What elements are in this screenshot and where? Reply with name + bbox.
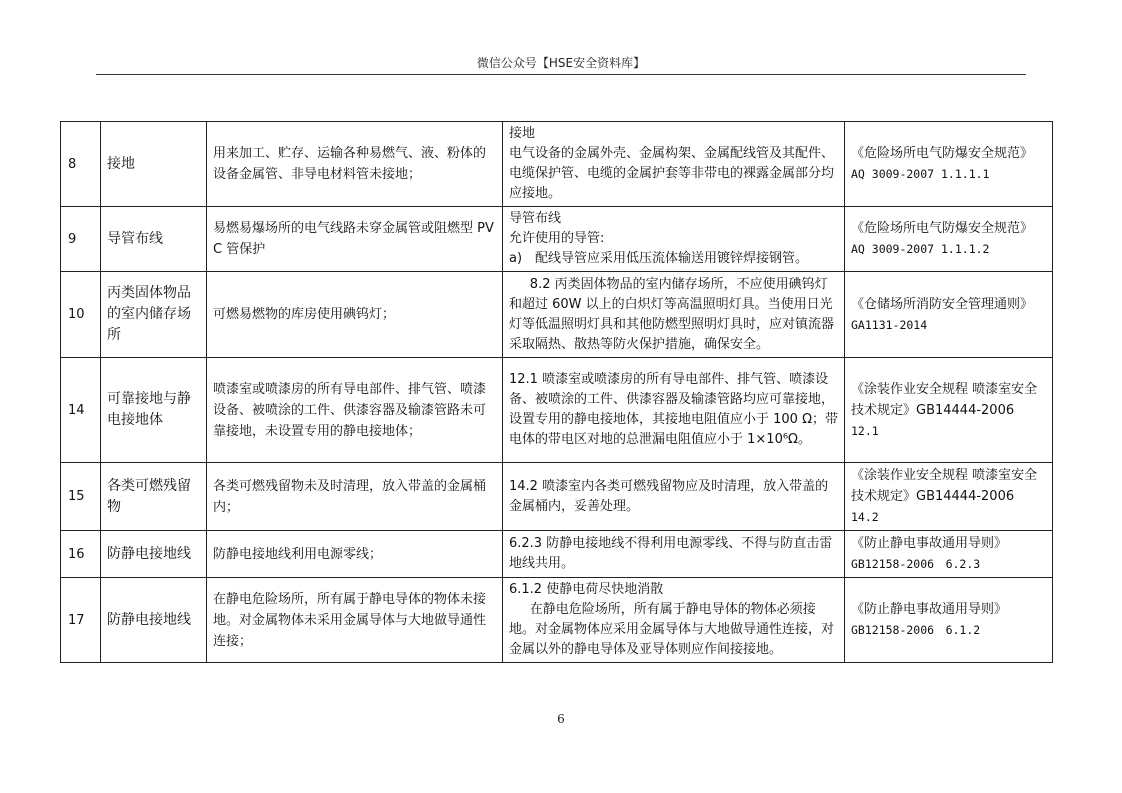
page-header: 微信公众号【HSE安全资料库】 bbox=[96, 54, 1026, 75]
requirement-line: 6.2.3 防静电接地线不得利用电源零线、不得与防直击雷地线共用。 bbox=[509, 536, 833, 571]
regulation-basis bbox=[845, 122, 1053, 207]
table-row bbox=[61, 531, 1053, 578]
table-row bbox=[61, 272, 1053, 358]
table-row bbox=[61, 578, 1053, 663]
requirement-text bbox=[503, 578, 845, 663]
regulation-clause: 12.1 bbox=[851, 423, 879, 438]
row-number: 8 bbox=[61, 122, 101, 207]
hazard-item: 各类可燃残留物 bbox=[101, 463, 207, 531]
hazard-description: 用来加工、贮存、运输各种易燃气、液、粉体的设备金属管、非导电材料管未接地； bbox=[207, 122, 503, 207]
table-row bbox=[61, 122, 1053, 207]
regulation-clause: GB12158-2006 6.2.3 bbox=[851, 557, 981, 571]
regulation-basis bbox=[845, 578, 1053, 663]
row-number: 17 bbox=[61, 578, 101, 663]
hazard-item: 防静电接地线 bbox=[101, 578, 207, 663]
regulation-title: 《涂装作业安全规程 喷漆室安全技术规定》GB14444-2006 bbox=[851, 381, 1038, 418]
regulation-title: 《危险场所电气防爆安全规范》 bbox=[851, 221, 1034, 236]
hazard-item: 防静电接地线 bbox=[101, 531, 207, 578]
hazard-description: 各类可燃残留物未及时清理，放入带盖的金属桶内； bbox=[207, 463, 503, 531]
requirement-text bbox=[503, 531, 845, 578]
regulation-basis bbox=[845, 358, 1053, 463]
requirement-text bbox=[503, 463, 845, 531]
regulation-clause: AQ 3009-2007 1.1.1.1 bbox=[851, 167, 990, 181]
requirement-text bbox=[503, 207, 845, 272]
table-row bbox=[61, 358, 1053, 463]
regulation-title: 《防止静电事故通用导则》 bbox=[851, 602, 1008, 617]
hazard-inspection-table bbox=[60, 121, 1053, 663]
requirement-text bbox=[503, 122, 845, 207]
row-number: 9 bbox=[61, 207, 101, 272]
requirement-line: 在静电危险场所，所有属于静电导体的物体必须接地。对金属物体应采用金属导体与大地做导通性连接，对金属以外的静电导体及亚导体则应作间接接地。 bbox=[509, 602, 835, 657]
row-number: 16 bbox=[61, 531, 101, 578]
regulation-clause: GB12158-2006 6.1.2 bbox=[851, 623, 981, 637]
hazard-description: 易燃易爆场所的电气线路未穿金属管或阻燃型 PVC 管保护 bbox=[207, 207, 503, 272]
row-number: 14 bbox=[61, 358, 101, 463]
regulation-title: 《危险场所电气防爆安全规范》 bbox=[851, 146, 1034, 161]
regulation-title: 《防止静电事故通用导则》 bbox=[851, 536, 1008, 551]
hazard-description: 防静电接地线利用电源零线； bbox=[207, 531, 503, 578]
table-row bbox=[61, 207, 1053, 272]
hazard-item: 接地 bbox=[101, 122, 207, 207]
regulation-clause: 14.2 bbox=[851, 510, 879, 524]
requirement-text bbox=[503, 358, 845, 463]
page-number: 6 bbox=[557, 712, 565, 726]
hazard-item: 可靠接地与静电接地体 bbox=[101, 358, 207, 463]
requirement-line: a) 配线导管应采用低压流体输送用镀锌焊接钢管。 bbox=[509, 251, 809, 266]
regulation-basis bbox=[845, 272, 1053, 358]
hazard-item: 丙类固体物品的室内储存场所 bbox=[101, 272, 207, 358]
regulation-basis bbox=[845, 207, 1053, 272]
regulation-clause: GA1131-2014 bbox=[851, 317, 928, 332]
row-number: 10 bbox=[61, 272, 101, 358]
regulation-basis bbox=[845, 531, 1053, 578]
hazard-description: 可燃易燃物的库房使用碘钨灯； bbox=[207, 272, 503, 358]
requirement-line: 接地 bbox=[509, 126, 536, 141]
requirement-line: 导管布线 bbox=[509, 211, 562, 226]
requirement-line: 12.1 喷漆室或喷漆房的所有导电部件、排气管、喷漆设备、被喷涂的工件、供漆容器及输漆管路均应可靠接地，设置专用的静电接地体，其接地电阻值应小于 100 Ω；带电体的带电区对地的总泄漏电阻值应小于 1×10⁶Ω。 bbox=[509, 372, 839, 447]
requirement-text bbox=[503, 272, 845, 358]
hazard-item: 导管布线 bbox=[101, 207, 207, 272]
requirement-line: 8.2 丙类固体物品的室内储存场所，不应使用碘钨灯和超过 60W 以上的白炽灯等高温照明灯具。当使用日光灯等低温照明灯具和其他防燃型照明灯具时，应对镇流器采取隔热、散热等防火保护措施，确保安全。 bbox=[509, 276, 835, 352]
regulation-title: 《涂装作业安全规程 喷漆室安全技术规定》GB14444-2006 bbox=[851, 468, 1038, 504]
row-number: 15 bbox=[61, 463, 101, 531]
requirement-line: 电气设备的金属外壳、金属构架、金属配线管及其配件、电缆保护管、电缆的金属护套等非带电的裸露金属部分均应接地。 bbox=[509, 146, 835, 201]
requirement-line: 14.2 喷漆室内各类可燃残留物应及时清理，放入带盖的金属桶内，妥善处理。 bbox=[509, 478, 829, 514]
requirement-line: 允许使用的导管: bbox=[509, 231, 605, 246]
regulation-title: 《仓储场所消防安全管理通则》 bbox=[851, 296, 1034, 312]
hazard-description: 在静电危险场所，所有属于静电导体的物体未接地。对金属物体未采用金属导体与大地做导通性连接； bbox=[207, 578, 503, 663]
regulation-basis bbox=[845, 463, 1053, 531]
table-row bbox=[61, 463, 1053, 531]
requirement-line: 6.1.2 使静电荷尽快地消散 bbox=[509, 582, 664, 597]
regulation-clause: AQ 3009-2007 1.1.1.2 bbox=[851, 242, 990, 256]
hazard-description: 喷漆室或喷漆房的所有导电部件、排气管、喷漆设备、被喷涂的工件、供漆容器及输漆管路未可靠接地，未设置专用的静电接地体； bbox=[207, 358, 503, 463]
